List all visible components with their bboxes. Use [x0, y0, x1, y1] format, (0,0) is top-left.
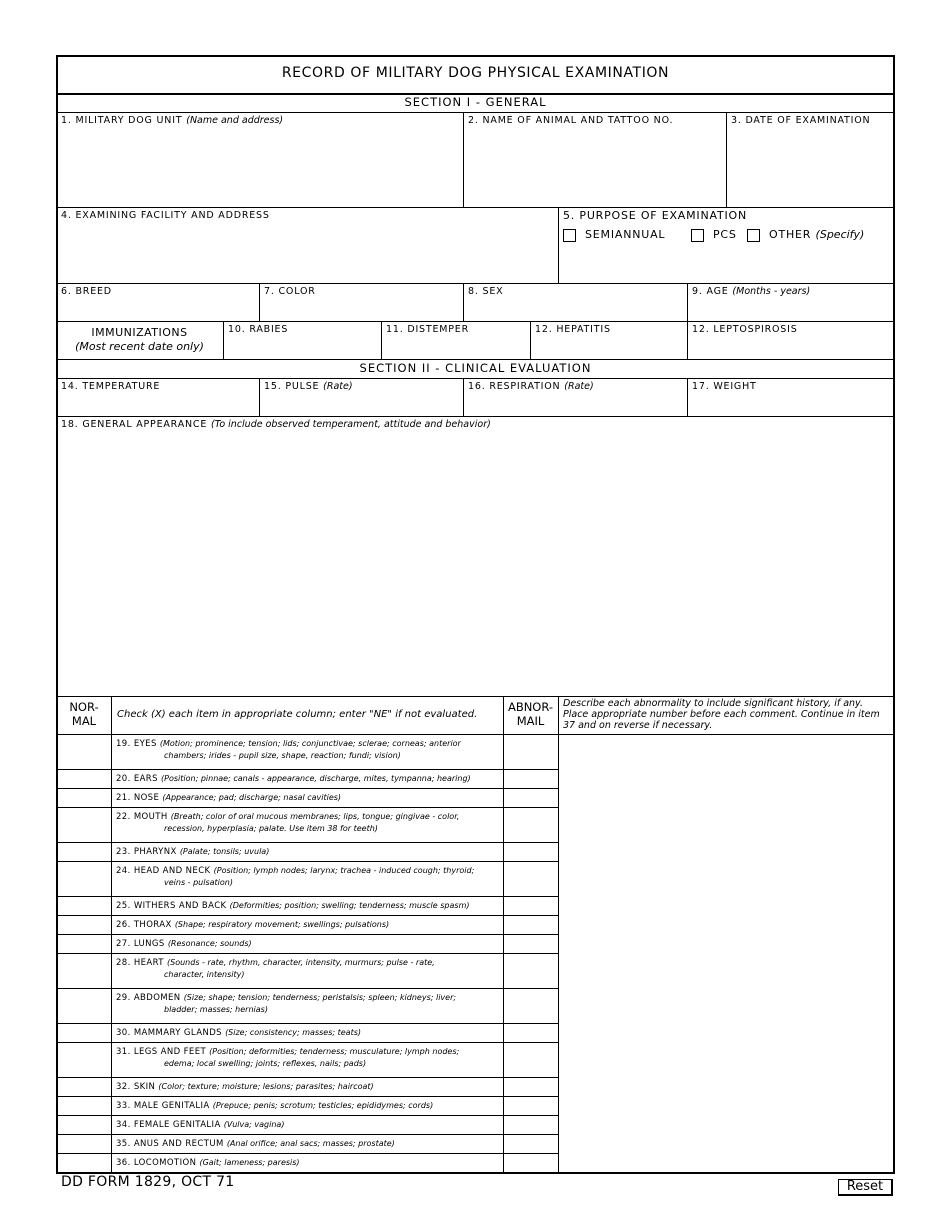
normal-check-cell[interactable] [57, 770, 111, 788]
exam-item-note-continued: character, intensity) [164, 970, 245, 979]
immunizations-note: (Most recent date only) [75, 340, 204, 353]
abnormal-check-cell[interactable] [504, 1043, 558, 1077]
normal-check-cell[interactable] [57, 789, 111, 807]
hepatitis-label: 12. HEPATITIS [535, 324, 611, 335]
exam-item-note: (Position; deformities; tenderness; musculature; lymph nodes; [209, 1047, 460, 1056]
exam-item-row [116, 900, 469, 912]
exam-item-note: (Appearance; pad; discharge; nasal cavities) [162, 793, 342, 802]
normal-check-cell[interactable] [57, 989, 111, 1023]
abnormal-check-cell[interactable] [504, 735, 558, 769]
abnormal-check-cell[interactable] [504, 989, 558, 1023]
normal-check-cell[interactable] [57, 1043, 111, 1077]
exam-item-note: (Resonance; sounds) [167, 939, 252, 948]
exam-item-note: (Gait; lameness; paresis) [199, 1158, 300, 1167]
instructions-header: Check (X) each item in appropriate column; enter "NE" if not evaluated. [117, 709, 478, 720]
exam-item-note: (Palate; tonsils; uvula) [179, 847, 270, 856]
exam-item-note: (Shape; respiratory movement; swellings; pulsations) [174, 920, 390, 929]
exam-item-note: (Size; shape; tension; tenderness; peristalsis; spleen; kidneys; liver; [183, 993, 457, 1002]
normal-check-cell[interactable] [57, 843, 111, 861]
abnormal-check-cell[interactable] [504, 1116, 558, 1134]
military-dog-unit-label: 1. MILITARY DOG UNIT (Name and address) [61, 115, 284, 126]
exam-item-note: (Vulva; vagina) [223, 1120, 285, 1129]
respiration-label: 16. RESPIRATION (Rate) [468, 381, 594, 392]
exam-item-row [116, 1081, 374, 1093]
describe-abnormality-header: Describe each abnormality to include significant history, if any. Place appropriate number before each comment. Continue in item 37 and on reverse if necessary. [563, 698, 880, 731]
breed-label: 6. BREED [61, 286, 112, 297]
semiannual-checkbox[interactable] [563, 229, 576, 242]
age-label: 9. AGE (Months - years) [692, 286, 811, 297]
exam-item-label: 24. HEAD AND NECK [116, 866, 211, 876]
normal-check-cell[interactable] [57, 897, 111, 915]
exam-item-note-continued: edema; local swelling; joints; reflexes, nails; pads) [164, 1059, 367, 1068]
examining-facility-label: 4. EXAMINING FACILITY AND ADDRESS [61, 210, 270, 221]
abnormal-check-cell[interactable] [504, 1154, 558, 1172]
abnormal-check-cell[interactable] [504, 916, 558, 934]
exam-item-note-continued: veins - pulsation) [164, 878, 233, 887]
abnormal-check-cell[interactable] [504, 1024, 558, 1042]
exam-item-note-continued: recession, hyperplasia; palate. Use item 38 for teeth) [164, 824, 378, 833]
abnormal-check-cell[interactable] [504, 862, 558, 896]
exam-item-row [116, 773, 471, 785]
normal-check-cell[interactable] [57, 735, 111, 769]
exam-item-row [116, 738, 461, 761]
exam-item-label: 32. SKIN [116, 1082, 156, 1092]
exam-item-row [116, 1138, 395, 1150]
exam-item-note: (Prepuce; penis; scrotum; testicles; epididymes; cords) [212, 1101, 434, 1110]
exam-item-row [116, 811, 459, 834]
exam-item-label: 19. EYES [116, 739, 157, 749]
exam-item-label: 35. ANUS AND RECTUM [116, 1139, 224, 1149]
exam-item-row [116, 992, 456, 1015]
leptospirosis-label: 12. LEPTOSPIROSIS [692, 324, 798, 335]
normal-check-cell[interactable] [57, 808, 111, 842]
weight-label: 17. WEIGHT [692, 381, 757, 392]
sex-label: 8. SEX [468, 286, 504, 297]
exam-item-label: 30. MAMMARY GLANDS [116, 1028, 222, 1038]
normal-check-cell[interactable] [57, 1135, 111, 1153]
exam-item-row [116, 919, 389, 931]
exam-item-row [116, 1119, 284, 1131]
pulse-label: 15. PULSE (Rate) [264, 381, 353, 392]
color-label: 7. COLOR [264, 286, 316, 297]
exam-item-label: 31. LEGS AND FEET [116, 1047, 207, 1057]
normal-check-cell[interactable] [57, 916, 111, 934]
rabies-label: 10. RABIES [228, 324, 289, 335]
immunizations-label: IMMUNIZATIONS [91, 326, 188, 339]
exam-item-row [116, 792, 341, 804]
abnormal-check-cell[interactable] [504, 954, 558, 988]
exam-item-label: 20. EARS [116, 774, 158, 784]
section-2-header: SECTION II - CLINICAL EVALUATION [359, 361, 592, 375]
distemper-label: 11. DISTEMPER [386, 324, 470, 335]
abnormal-check-cell[interactable] [504, 935, 558, 953]
exam-item-label: 23. PHARYNX [116, 847, 177, 857]
exam-item-row [116, 1157, 300, 1169]
exam-item-row [116, 1100, 433, 1112]
exam-item-label: 26. THORAX [116, 920, 172, 930]
other-label: OTHER (Specify) [769, 228, 865, 241]
exam-item-label: 22. MOUTH [116, 812, 168, 822]
exam-item-note: (Motion; prominence; tension; lids; conjunctivae; sclerae; corneas; anterior [159, 739, 461, 748]
exam-item-note-continued: chambers; irides - pupil size, shape, reaction; fundi; vision) [164, 751, 401, 760]
reset-button[interactable]: Reset [838, 1179, 893, 1196]
date-of-examination-label: 3. DATE OF EXAMINATION [731, 115, 871, 126]
exam-item-label: 28. HEART [116, 958, 164, 968]
normal-check-cell[interactable] [57, 1078, 111, 1096]
exam-item-note: (Position; lymph nodes; larynx; trachea - induced cough; thyroid; [213, 866, 475, 875]
abnormal-check-cell[interactable] [504, 1097, 558, 1115]
exam-item-row [116, 865, 474, 888]
exam-item-note: (Size; consistency; masses; teats) [225, 1028, 362, 1037]
section-1-header: SECTION I - GENERAL [404, 95, 547, 109]
exam-item-note: (Breath; color of oral mucous membranes; lips, tongue; gingivae - color, [170, 812, 460, 821]
normal-check-cell[interactable] [57, 1097, 111, 1115]
animal-name-tattoo-label: 2. NAME OF ANIMAL AND TATTOO NO. [468, 115, 674, 126]
exam-item-row [116, 1027, 361, 1039]
exam-item-label: 27. LUNGS [116, 939, 165, 949]
semiannual-label: SEMIANNUAL [585, 228, 666, 241]
exam-item-note: (Deformities; position; swelling; tenderness; muscle spasm) [229, 901, 470, 910]
exam-item-label: 36. LOCOMOTION [116, 1158, 197, 1168]
exam-item-note: (Color; texture; moisture; lesions; parasites; haircoat) [158, 1082, 374, 1091]
abnormal-check-cell[interactable] [504, 770, 558, 788]
exam-item-note: (Anal orifice; anal sacs; masses; prostate) [226, 1139, 395, 1148]
other-checkbox[interactable] [747, 229, 760, 242]
normal-check-cell[interactable] [57, 954, 111, 988]
exam-item-row [116, 846, 269, 858]
pcs-checkbox[interactable] [691, 229, 704, 242]
abnormal-check-cell[interactable] [504, 808, 558, 842]
exam-item-row [116, 957, 435, 980]
exam-item-label: 29. ABDOMEN [116, 993, 181, 1003]
normal-check-cell[interactable] [57, 862, 111, 896]
abnormal-check-cell[interactable] [504, 1078, 558, 1096]
temperature-label: 14. TEMPERATURE [61, 381, 161, 392]
exam-item-label: 21. NOSE [116, 793, 160, 803]
abnormal-check-cell[interactable] [504, 897, 558, 915]
pcs-label: PCS [713, 228, 737, 241]
normal-check-cell[interactable] [57, 1154, 111, 1172]
general-appearance-label: 18. GENERAL APPEARANCE (To include observed temperament, attitude and behavior) [61, 419, 491, 430]
normal-column-header: NOR- MAL [69, 700, 99, 728]
form-title: RECORD OF MILITARY DOG PHYSICAL EXAMINATION [281, 65, 670, 81]
form-number: DD FORM 1829, OCT 71 [61, 1174, 235, 1190]
abnormal-check-cell[interactable] [504, 843, 558, 861]
abnormal-check-cell[interactable] [504, 789, 558, 807]
normal-check-cell[interactable] [57, 1024, 111, 1042]
exam-item-label: 33. MALE GENITALIA [116, 1101, 210, 1111]
purpose-of-examination-label: 5. PURPOSE OF EXAMINATION [563, 209, 748, 222]
exam-item-label: 25. WITHERS AND BACK [116, 901, 227, 911]
exam-item-note: (Sounds - rate, rhythm, character, intensity, murmurs; pulse - rate, [167, 958, 435, 967]
normal-check-cell[interactable] [57, 1116, 111, 1134]
abnormal-column-header: ABNOR- MAIL [507, 700, 554, 728]
abnormal-check-cell[interactable] [504, 1135, 558, 1153]
exam-item-row [116, 938, 252, 950]
exam-item-label: 34. FEMALE GENITALIA [116, 1120, 221, 1130]
normal-check-cell[interactable] [57, 935, 111, 953]
exam-item-note-continued: bladder; masses; hernias) [164, 1005, 268, 1014]
exam-item-row [116, 1046, 459, 1069]
exam-item-note: (Position; pinnae; canals - appearance, discharge, mites, tympanna; hearing) [161, 774, 471, 783]
